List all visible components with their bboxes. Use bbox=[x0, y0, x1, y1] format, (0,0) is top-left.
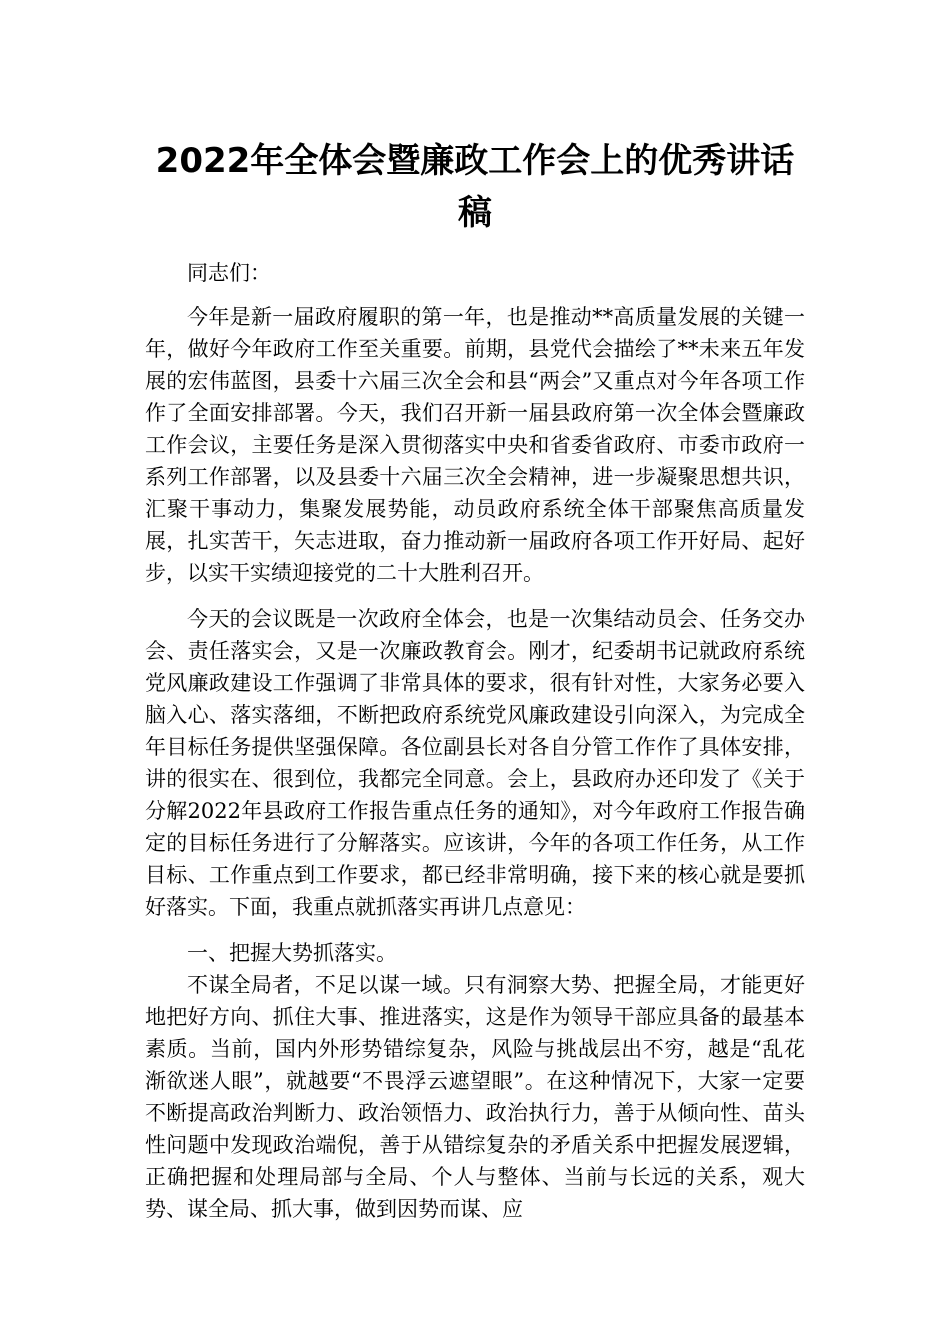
paragraph-intro: 今年是新一届政府履职的第一年，也是推动**高质量发展的关键一年，做好今年政府工作至关重要。前期，县党代会描绘了**未来五年发展的宏伟蓝图，县委十六届三次全会和县“两会”又重点对今年各项工作作了全面安排部署。今天，我们召开新一届县政府第一次全体会暨廉政工作会议，主要任务是深入贯彻落实中央和省委省政府、市委市政府一系列工作部署，以及县委十六届三次全会精神，进一步凝聚思想共识，汇聚干事动力，集聚发展势能，动员政府系统全体干部聚焦高质量发展，扎实苦干，矢志进取，奋力推动新一届政府各项工作开好局、起好步，以实干实绩迎接党的二十大胜利召开。 bbox=[145, 305, 805, 585]
paragraph-meeting: 今天的会议既是一次政府全体会，也是一次集结动员会、任务交办会、责任落实会，又是一次廉政教育会。刚才，纪委胡书记就政府系统党风廉政建设工作强调了非常具体的要求，很有针对性，大家务必要入脑入心、落实落细，不断把政府系统党风廉政建设引向深入，为完成全年目标任务提供坚强保障。各位副县长对各自分管工作作了具体安排，讲的很实在、很到位，我都完全同意。会上，县政府办还印发了《关于分解2022年县政府工作报告重点任务的通知》，对今年政府工作报告确定的目标任务进行了分解落实。应该讲，今年的各项工作任务，从工作目标、工作重点到工作要求，都已经非常明确，接下来的核心就是要抓好落实。下面，我重点就抓落实再讲几点意见： bbox=[145, 607, 805, 919]
document-page bbox=[145, 135, 805, 1225]
salutation: 同志们： bbox=[187, 261, 271, 285]
document-title: 2022年全体会暨廉政工作会上的优秀讲话稿 bbox=[155, 141, 795, 233]
paragraph-section-1: 不谋全局者，不足以谋一域。只有洞察大势、把握全局，才能更好地把好方向、抓住大事、推进落实，这是作为领导干部应具备的最基本素质。当前，国内外形势错综复杂，风险与挑战层出不穷，越是“乱花渐欲迷人眼”，就越要“不畏浮云遮望眼”。在这种情况下，大家一定要不断提高政治判断力、政治领悟力、政治执行力，善于从倾向性、苗头性问题中发现政治端倪，善于从错综复杂的矛盾关系中把握发展逻辑，正确把握和处理局部与全局、个人与整体、当前与长远的关系，观大势、谋全局、抓大事，做到因势而谋、应 bbox=[145, 973, 805, 1221]
section-heading-1: 一、把握大势抓落实。 bbox=[187, 941, 397, 965]
